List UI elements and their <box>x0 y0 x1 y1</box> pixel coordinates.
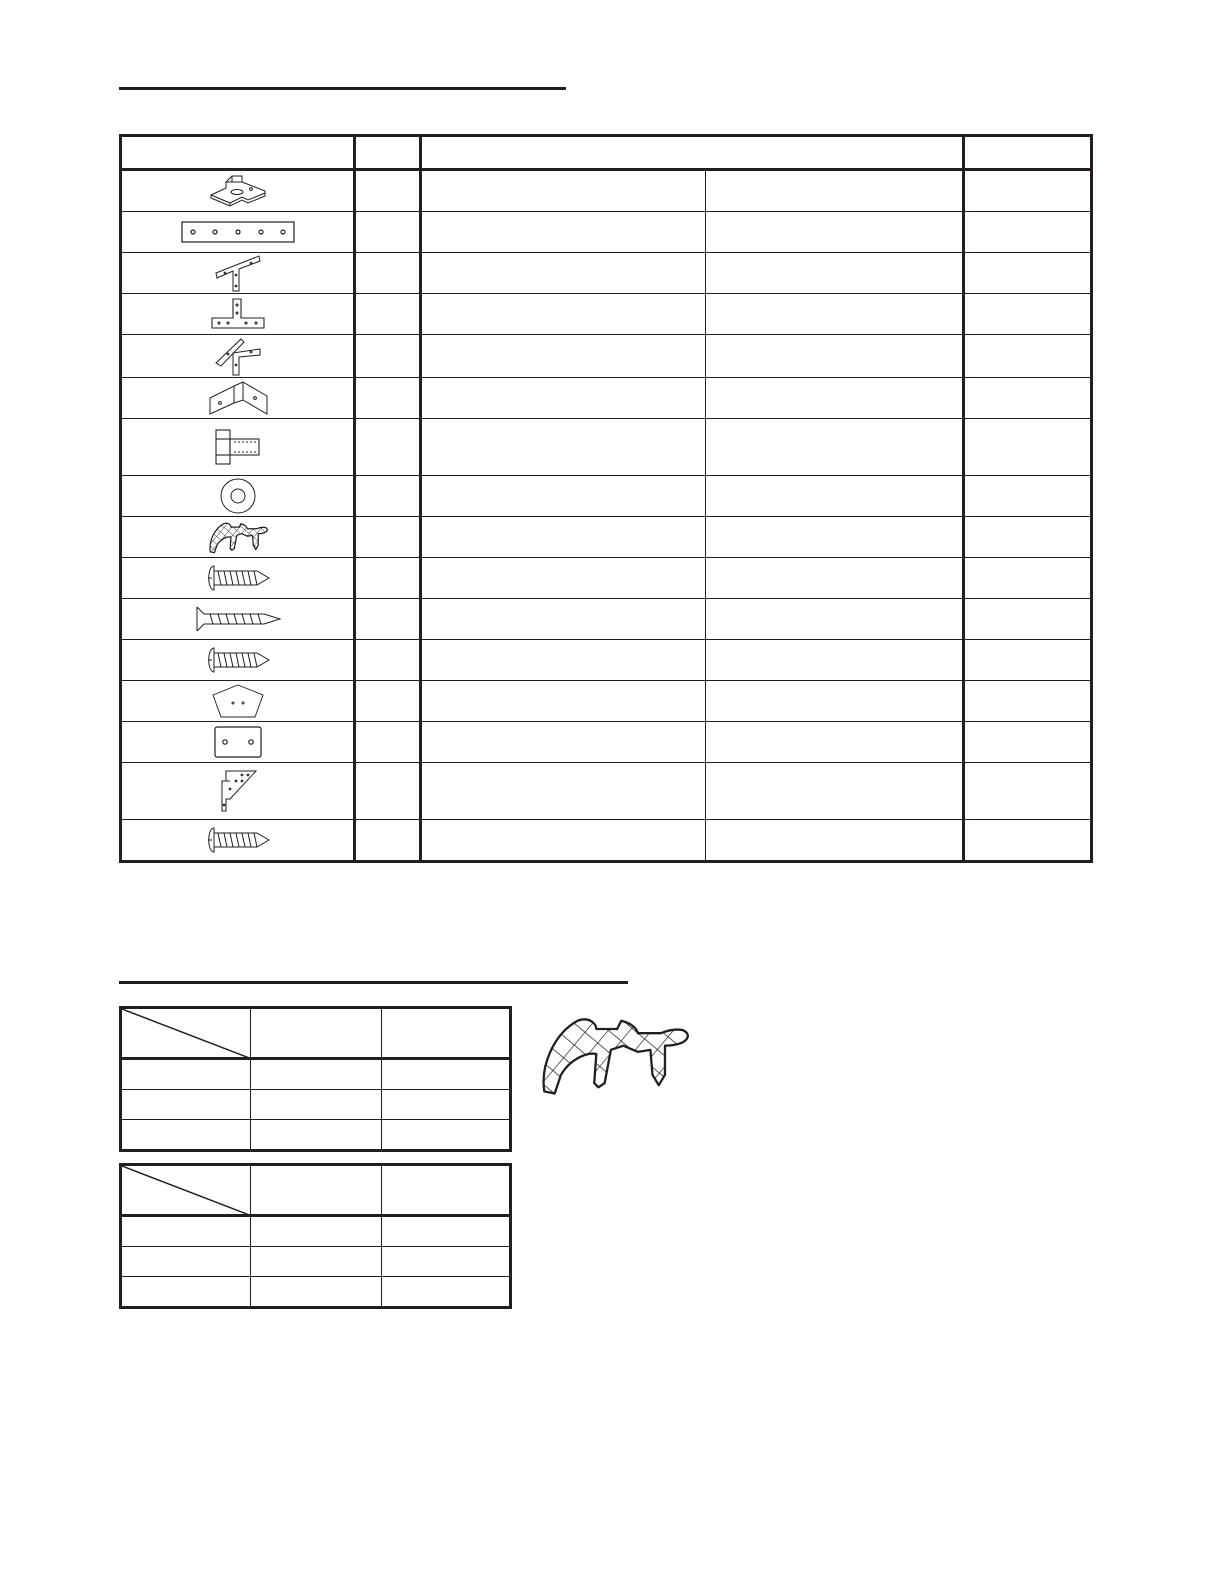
table-row <box>121 517 1092 558</box>
table-row <box>121 820 1092 862</box>
spec-value-cell <box>251 1120 382 1151</box>
diagonal-header-cell <box>121 1165 251 1216</box>
spec-value-cell <box>382 1120 511 1151</box>
diagonal-divider-line <box>122 1166 252 1216</box>
table-row <box>121 558 1092 599</box>
description-cell <box>421 681 706 722</box>
qty-cell <box>355 722 421 763</box>
description-cell <box>421 212 706 253</box>
amount-cell <box>964 170 1092 212</box>
qty-cell <box>355 640 421 681</box>
t-plate-icon <box>210 297 266 331</box>
parts-table <box>119 134 1093 863</box>
pan-head-screw-icon <box>205 645 271 675</box>
table-row <box>121 640 1092 681</box>
size-cell <box>706 599 964 640</box>
spec-row-label <box>121 1120 251 1151</box>
description-cell <box>421 599 706 640</box>
rubber-seal-cross-section-icon <box>536 1012 692 1096</box>
size-cell <box>706 212 964 253</box>
spec-table-header-row <box>121 1008 511 1059</box>
amount-cell <box>964 476 1092 517</box>
angled-t-bracket-icon <box>213 253 263 293</box>
qty-cell <box>355 681 421 722</box>
description-cell <box>421 378 706 419</box>
spec-row-label <box>121 1059 251 1090</box>
spec-row-label <box>121 1247 251 1277</box>
description-cell <box>421 335 706 378</box>
header-image-cell <box>121 136 355 170</box>
description-cell <box>421 820 706 862</box>
size-cell <box>706 253 964 294</box>
parts-table-header-row <box>121 136 1092 170</box>
amount-cell <box>964 419 1092 476</box>
spec-value-cell <box>382 1247 511 1277</box>
part-image-cell <box>121 517 355 558</box>
part-image-cell <box>121 335 355 378</box>
part-image-cell <box>121 640 355 681</box>
header-amount-cell <box>964 136 1092 170</box>
size-cell <box>706 335 964 378</box>
spec-column-header <box>251 1165 382 1216</box>
part-image-cell <box>121 681 355 722</box>
table-row <box>121 294 1092 335</box>
size-cell <box>706 419 964 476</box>
spec-row-label <box>121 1277 251 1308</box>
spec-row-label <box>121 1216 251 1247</box>
size-cell <box>706 476 964 517</box>
angled-corner-bracket-icon <box>213 335 263 377</box>
spec-row-label <box>121 1090 251 1120</box>
part-image-cell <box>121 378 355 419</box>
amount-cell <box>964 212 1092 253</box>
spec-table-header-row <box>121 1165 511 1216</box>
description-cell <box>421 640 706 681</box>
amount-cell <box>964 294 1092 335</box>
part-image-cell <box>121 763 355 820</box>
hex-bolt-icon <box>213 427 263 467</box>
part-image-cell <box>121 558 355 599</box>
size-cell <box>706 640 964 681</box>
table-row <box>121 763 1092 820</box>
washer-icon <box>218 476 258 516</box>
l-angle-bracket-icon <box>207 380 269 416</box>
spec-value-cell <box>251 1059 382 1090</box>
description-cell <box>421 722 706 763</box>
table-row <box>121 476 1092 517</box>
table-row <box>121 378 1092 419</box>
flat-strip-plate-icon <box>180 219 296 245</box>
qty-cell <box>355 335 421 378</box>
spec-table-row <box>121 1090 511 1120</box>
spec-column-header <box>251 1008 382 1059</box>
spec-value-cell <box>251 1216 382 1247</box>
size-cell <box>706 170 964 212</box>
spec-table-row <box>121 1059 511 1090</box>
section-2-title-rule <box>119 981 628 984</box>
table-row <box>121 681 1092 722</box>
part-image-cell <box>121 419 355 476</box>
part-image-cell <box>121 253 355 294</box>
spec-value-cell <box>382 1277 511 1308</box>
description-cell <box>421 294 706 335</box>
description-cell <box>421 558 706 599</box>
pan-head-screw-icon <box>205 563 271 593</box>
description-cell <box>421 419 706 476</box>
qty-cell <box>355 517 421 558</box>
gusset-bracket-icon <box>216 769 260 813</box>
table-row <box>121 722 1092 763</box>
size-cell <box>706 681 964 722</box>
spec-value-cell <box>251 1277 382 1308</box>
amount-cell <box>964 763 1092 820</box>
spec-table <box>119 1163 512 1309</box>
amount-cell <box>964 681 1092 722</box>
size-cell <box>706 294 964 335</box>
spec-table-row <box>121 1247 511 1277</box>
amount-cell <box>964 253 1092 294</box>
spec-value-cell <box>382 1059 511 1090</box>
qty-cell <box>355 212 421 253</box>
qty-cell <box>355 476 421 517</box>
diagonal-header-cell <box>121 1008 251 1059</box>
spec-table-row <box>121 1277 511 1308</box>
spec-table <box>119 1006 512 1152</box>
size-cell <box>706 517 964 558</box>
spec-column-header <box>382 1165 511 1216</box>
table-row <box>121 212 1092 253</box>
spec-column-header <box>382 1008 511 1059</box>
spec-table-row <box>121 1120 511 1151</box>
table-row <box>121 599 1092 640</box>
part-image-cell <box>121 212 355 253</box>
spec-table-row <box>121 1216 511 1247</box>
pentagon-plate-icon <box>211 683 265 719</box>
part-image-cell <box>121 820 355 862</box>
amount-cell <box>964 599 1092 640</box>
spec-value-cell <box>251 1247 382 1277</box>
qty-cell <box>355 170 421 212</box>
spec-value-cell <box>382 1216 511 1247</box>
qty-cell <box>355 378 421 419</box>
header-description-cell <box>421 136 964 170</box>
amount-cell <box>964 722 1092 763</box>
size-cell <box>706 763 964 820</box>
amount-cell <box>964 378 1092 419</box>
size-cell <box>706 558 964 599</box>
size-cell <box>706 820 964 862</box>
table-row <box>121 335 1092 378</box>
qty-cell <box>355 558 421 599</box>
table-row <box>121 253 1092 294</box>
rubber-seal-icon <box>207 519 269 555</box>
diagonal-divider-line <box>122 1009 252 1059</box>
spec-value-cell <box>251 1090 382 1120</box>
part-image-cell <box>121 722 355 763</box>
countersunk-screw-icon <box>194 604 282 634</box>
section-1-title-rule <box>119 87 566 90</box>
qty-cell <box>355 820 421 862</box>
qty-cell <box>355 419 421 476</box>
part-image-cell <box>121 170 355 212</box>
part-image-cell <box>121 294 355 335</box>
part-image-cell <box>121 476 355 517</box>
description-cell <box>421 170 706 212</box>
part-image-cell <box>121 599 355 640</box>
roof-corner-bracket-icon <box>208 173 268 209</box>
table-row <box>121 419 1092 476</box>
qty-cell <box>355 599 421 640</box>
amount-cell <box>964 335 1092 378</box>
table-row <box>121 170 1092 212</box>
rectangular-plate-icon <box>212 724 264 760</box>
qty-cell <box>355 763 421 820</box>
description-cell <box>421 517 706 558</box>
amount-cell <box>964 820 1092 862</box>
pan-head-screw-icon <box>205 825 271 855</box>
description-cell <box>421 253 706 294</box>
qty-cell <box>355 294 421 335</box>
size-cell <box>706 722 964 763</box>
qty-cell <box>355 253 421 294</box>
description-cell <box>421 763 706 820</box>
size-cell <box>706 378 964 419</box>
amount-cell <box>964 558 1092 599</box>
amount-cell <box>964 640 1092 681</box>
description-cell <box>421 476 706 517</box>
spec-value-cell <box>382 1090 511 1120</box>
header-qty-cell <box>355 136 421 170</box>
amount-cell <box>964 517 1092 558</box>
